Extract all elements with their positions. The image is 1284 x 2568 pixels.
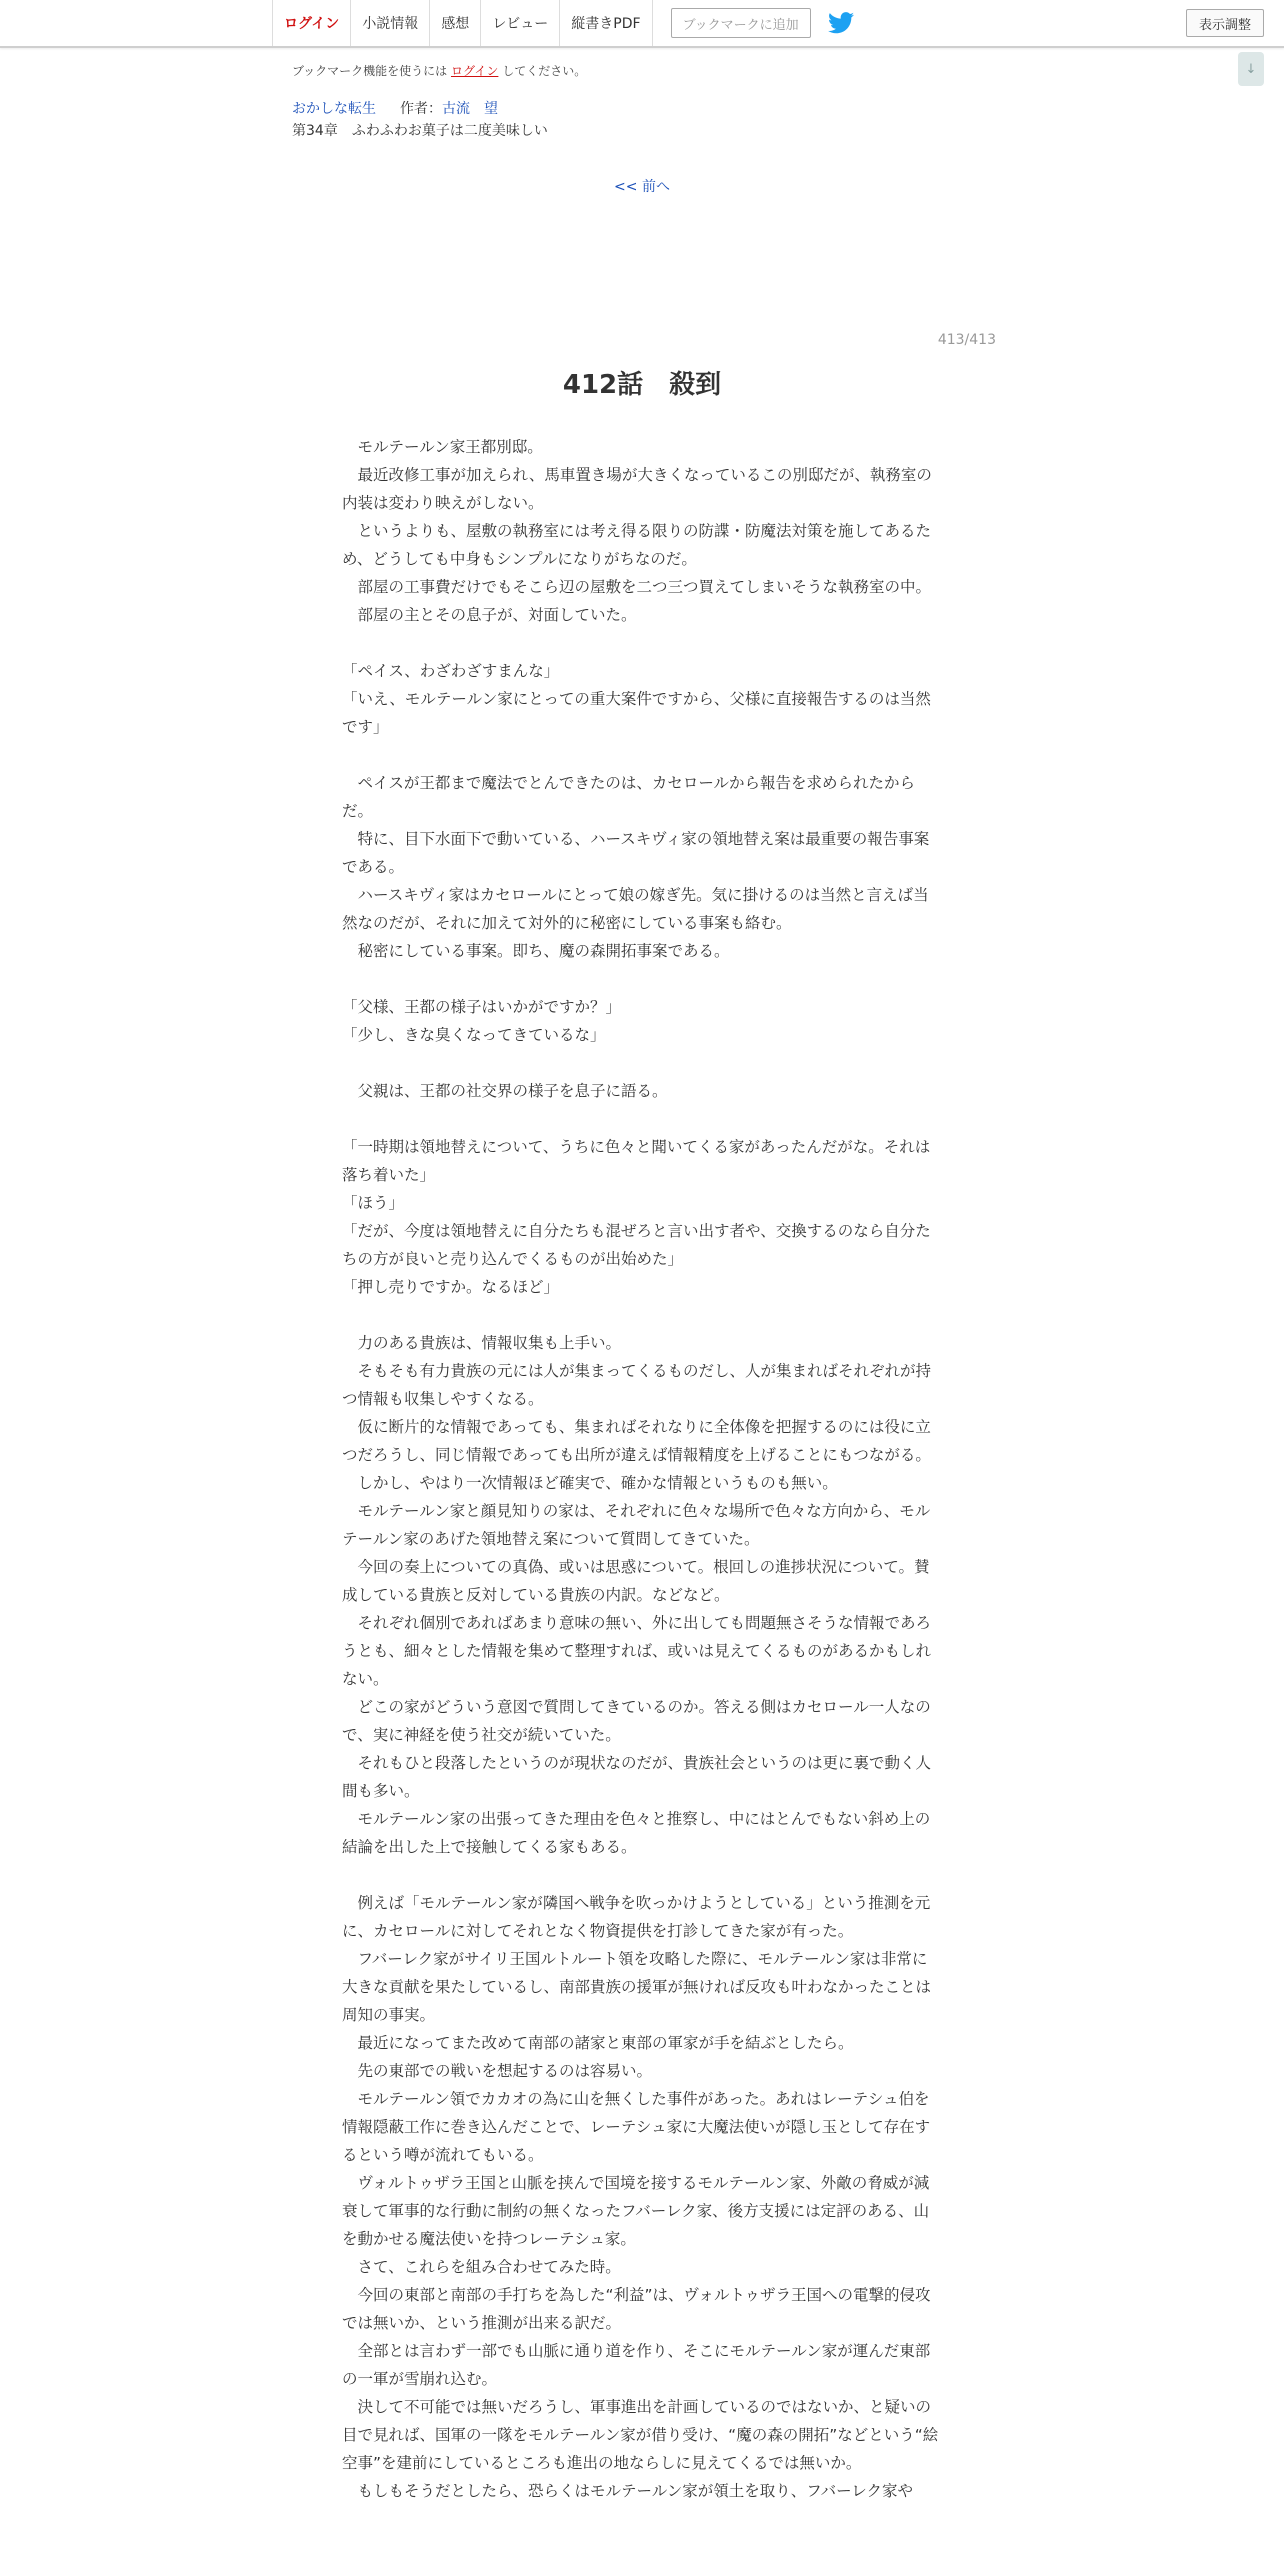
nav-review[interactable]: レビュー [480, 0, 559, 46]
display-adjust-button[interactable]: 表示調整 [1186, 9, 1264, 37]
body-paragraph: ハースキヴィ家はカセロールにとって娘の嫁ぎ先。気に掛けるのは当然と言えば当然なのだが、それに加えて対外的に秘密にしている事案も絡む。 [342, 886, 929, 932]
scroll-down-button[interactable]: ↓ [1238, 52, 1264, 86]
top-header [0, 0, 1284, 48]
add-bookmark-button[interactable]: ブックマークに追加 [671, 8, 811, 38]
episode-title: 412話 殺到 [562, 370, 722, 400]
body-paragraph: 「一時期は領地替えについて、うちに色々と聞いてくる家があったんだがな。それは落ち着いた」 [342, 1138, 931, 1184]
body-paragraph: 今回の奏上についての真偽、或いは思惑について。根回しの進捗状況について。賛成している貴族と反対している貴族の内訳。などなど。 [342, 1558, 930, 1604]
body-paragraph: 「ほう」 [342, 1194, 405, 1212]
novel-info-line [292, 98, 498, 118]
body-paragraph: 全部とは言わず一部でも山脈に通り道を作り、そこにモルテールン家が運んだ東部の一軍が雪崩れ込む。 [342, 2342, 931, 2388]
notice-prefix: ブックマーク機能を使うには [292, 64, 451, 78]
body-paragraph [342, 965, 940, 993]
prev-episode-link[interactable]: << 前へ [614, 179, 670, 195]
nav-impressions[interactable]: 感想 [429, 0, 480, 46]
body-paragraph: 部屋の主とその息子が、対面していた。 [342, 606, 637, 624]
body-paragraph: 力のある貴族は、情報収集も上手い。 [342, 1334, 622, 1352]
body-paragraph: 例えば「モルテールン家が隣国へ戦争を吹っかけようとしている」という推測を元に、カセロールに対してそれとなく物資提供を打診してきた家が有った。 [342, 1894, 931, 1940]
body-paragraph: モルテールン家の出張ってきた理由を色々と推察し、中にはとんでもない斜め上の結論を出した上で接触してくる家もある。 [342, 1810, 931, 1856]
nav-novel-info[interactable]: 小説情報 [350, 0, 429, 46]
body-paragraph: 「いえ、モルテールン家にとっての重大案件ですから、父様に直接報告するのは当然です」 [342, 690, 931, 736]
body-paragraph: もしもそうだとしたら、恐らくはモルテールン家が領土を取り、フバーレク家や [342, 2482, 913, 2500]
body-paragraph: 先の東部での戦いを想起するのは容易い。 [342, 2062, 653, 2080]
body-paragraph: 「少し、きな臭くなってきているな」 [342, 1026, 606, 1044]
body-paragraph: 秘密にしている事案。即ち、魔の森開拓事案である。 [342, 942, 730, 960]
body-paragraph: 特に、目下水面下で動いている、ハースキヴィ家の領地替え案は最重要の報告事案である。 [342, 830, 930, 876]
body-paragraph [342, 1301, 940, 1329]
body-paragraph: 仮に断片的な情報であっても、集まればそれなりに全体像を把握するのには役に立つだろうし、同じ情報であっても出所が違えば情報精度を上げることにもつながる。 [342, 1418, 931, 1464]
body-paragraph: ペイスが王都まで魔法でとんできたのは、カセロールから報告を求められたからだ。 [342, 774, 916, 820]
body-paragraph: 部屋の工事費だけでもそこら辺の屋敷を二つ三つ買えてしまいそうな執務室の中。 [342, 578, 932, 596]
body-paragraph: 決して不可能では無いだろうし、軍事進出を計画しているのではないか、と疑いの目で見れば、国軍の一隊をモルテールン家が借り受け、“魔の森の開拓”などという“絵空事”を建前にしているところも進出の地ならしに見えてくるでは無いか。 [342, 2398, 939, 2472]
body-paragraph [342, 741, 940, 769]
prev-nav [0, 176, 1284, 196]
body-paragraph: モルテールン家と顔見知りの家は、それぞれに色々な場所で色々な方向から、モルテールン家のあげた領地替え案について質問してきていた。 [342, 1502, 931, 1548]
body-paragraph: というよりも、屋敷の執務室には考え得る限りの防諜・防魔法対策を施してあるため、どうしても中身もシンプルになりがちなのだ。 [342, 522, 932, 568]
body-paragraph: フバーレク家がサイリ王国ルトルート領を攻略した際に、モルテールン家は非常に大きな貢献を果たしているし、南部貴族の援軍が無ければ反攻も叶わなかったことは周知の事実。 [342, 1950, 932, 2024]
body-paragraph: 「だが、今度は領地替えに自分たちも混ぜろと言い出す者や、交換するのなら自分たちの方が良いと売り込んでくるものが出始めた」 [342, 1222, 931, 1268]
twitter-bird-icon[interactable] [828, 12, 854, 34]
body-paragraph: 最近になってまた改めて南部の諸家と東部の軍家が手を結ぶとしたら。 [342, 2034, 854, 2052]
body-paragraph [342, 1049, 940, 1077]
body-paragraph: 父親は、王都の社交界の様子を息子に語る。 [342, 1082, 668, 1100]
author-name-link[interactable]: 古流 望 [442, 101, 498, 117]
notice-login-link[interactable]: ログイン [450, 64, 499, 78]
nav-vertical-pdf[interactable]: 縦書きPDF [559, 0, 652, 46]
body-paragraph: そもそも有力貴族の元には人が集まってくるものだし、人が集まればそれぞれが持つ情報も収集しやすくなる。 [342, 1362, 932, 1408]
body-paragraph: さて、これらを組み合わせてみた時。 [342, 2258, 621, 2276]
body-paragraph: しかし、やはり一次情報ほど確実で、確かな情報というものも無い。 [342, 1474, 838, 1492]
notice-suffix: してください。 [498, 64, 587, 78]
body-paragraph: 「押し売りですか。なるほど」 [342, 1278, 560, 1296]
body-paragraph: 「ペイス、わざわざすまんな」 [342, 662, 560, 680]
body-paragraph: それぞれ個別であればあまり意味の無い、外に出しても問題無さそうな情報であろうとも、細々とした情報を集めて整理すれば、或いは見えてくるものがあるかもしれない。 [342, 1614, 932, 1688]
body-paragraph: ヴォルトゥザラ王国と山脈を挟んで国境を接するモルテールン家、外敵の脅威が減衰して軍事的な行動に制約の無くなったフバーレク家、後方支援には定評のある、山を動かせる魔法使いを持つレーテシュ家。 [342, 2174, 930, 2248]
body-paragraph: モルテールン家王都別邸。 [342, 438, 543, 456]
page-count: 413/413 [937, 332, 996, 348]
novel-body [342, 433, 940, 2505]
bookmark-notice [292, 62, 586, 79]
body-paragraph [342, 1861, 940, 1889]
body-paragraph: 「父様、王都の様子はいかがですか？」 [342, 998, 622, 1016]
body-paragraph: 最近改修工事が加えられ、馬車置き場が大きくなっているこの別邸だが、執務室の内装は変わり映えがしない。 [342, 466, 932, 512]
body-paragraph: 今回の東部と南部の手打ちを為した“利益”は、ヴォルトゥザラ王国への電撃的侵攻では無いか、という推測が出来る訳だ。 [342, 2286, 931, 2332]
body-paragraph: どこの家がどういう意図で質問してきているのか。答える側はカセロール一人なので、実に神経を使う社交が続いていた。 [342, 1698, 931, 1744]
novel-title-link[interactable]: おかしな転生 [292, 101, 376, 117]
body-paragraph: モルテールン領でカカオの為に山を無くした事件があった。あれはレーテシュ伯を情報隠蔽工作に巻き込んだことで、レーテシュ家に大魔法使いが隠し玉として存在するという噂が流れてもいる。 [342, 2090, 931, 2164]
main-nav [272, 0, 854, 46]
nav-login[interactable]: ログイン [272, 0, 350, 46]
body-paragraph [342, 1105, 940, 1133]
body-paragraph: それもひと段落したというのが現状なのだが、貴族社会というのは更に裏で動く人間も多い。 [342, 1754, 932, 1800]
chapter-title: 第34章 ふわふわお菓子は二度美味しい [292, 123, 548, 139]
author-label: 作者： [400, 101, 442, 117]
body-paragraph [342, 629, 940, 657]
